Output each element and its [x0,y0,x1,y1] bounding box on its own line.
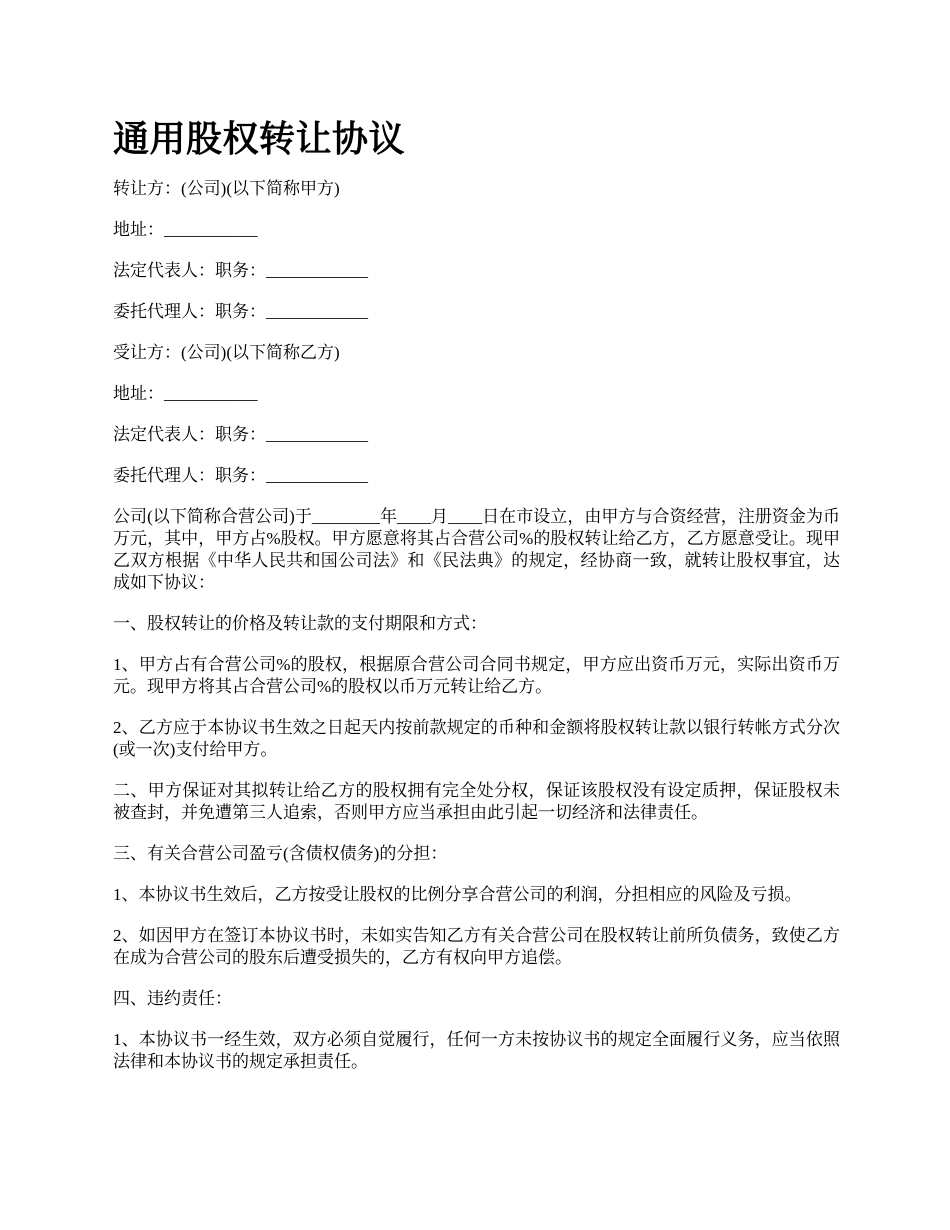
section-heading-profit-loss: 三、有关合营公司盈亏(含债权债务)的分担： [113,844,448,863]
transferor-address-line: 地址：___________ [113,220,258,239]
document-title: 通用股权转让协议 [113,119,406,159]
clause-1-1: 1、甲方占有合营公司%的股权，根据原合营公司合同书规定，甲方应出资币万元，实际出资币万元。现甲方将其占合营公司%的股权以币万元转让给乙方。 [113,655,840,696]
transferor-legal-rep-line: 法定代表人：职务：____________ [113,261,368,280]
clause-1-2: 2、乙方应于本协议书生效之日起天内按前款规定的币种和金额将股权转让款以银行转帐方式分次(或一次)支付给甲方。 [113,718,840,759]
section-heading-liability: 四、违约责任： [113,989,232,1008]
section-heading-price-payment: 一、股权转让的价格及转让款的支付期限和方式： [113,614,487,633]
transferor-agent-line: 委托代理人：职务：____________ [113,302,368,321]
transferee-legal-rep-line: 法定代表人：职务：____________ [113,425,368,444]
preamble-paragraph: 公司(以下简称合营公司)于________年____月____日在市设立，由甲方与合资经营，注册资金为币万元，其中，甲方占%股权。甲方愿意将其占合营公司%的股权转让给乙方，乙方愿意受让。现甲乙双方根据《中华人民共和国公司法》和《民法典》的规定，经协商一致，就转让股权事宜，达成如下协议： [113,507,840,592]
transferee-address-line: 地址：___________ [113,384,258,403]
transferee-agent-line: 委托代理人：职务：____________ [113,466,368,485]
transferee-line: 受让方：(公司)(以下简称乙方) [113,343,340,362]
clause-4-1: 1、本协议书一经生效，双方必须自觉履行，任何一方未按协议书的规定全面履行义务，应当依照法律和本协议书的规定承担责任。 [113,1030,840,1071]
section-guarantee-paragraph: 二、甲方保证对其拟转让给乙方的股权拥有完全处分权，保证该股权没有设定质押，保证股权未被查封，并免遭第三人追索，否则甲方应当承担由此引起一切经济和法律责任。 [113,781,840,822]
clause-3-1: 1、本协议书生效后，乙方按受让股权的比例分享合营公司的利润，分担相应的风险及亏损。 [113,885,802,904]
clause-3-2: 2、如因甲方在签订本协议书时，未如实告知乙方有关合营公司在股权转让前所负债务，致使乙方在成为合营公司的股东后遭受损失的，乙方有权向甲方追偿。 [113,926,840,967]
transferor-line: 转让方：(公司)(以下简称甲方) [113,179,340,198]
